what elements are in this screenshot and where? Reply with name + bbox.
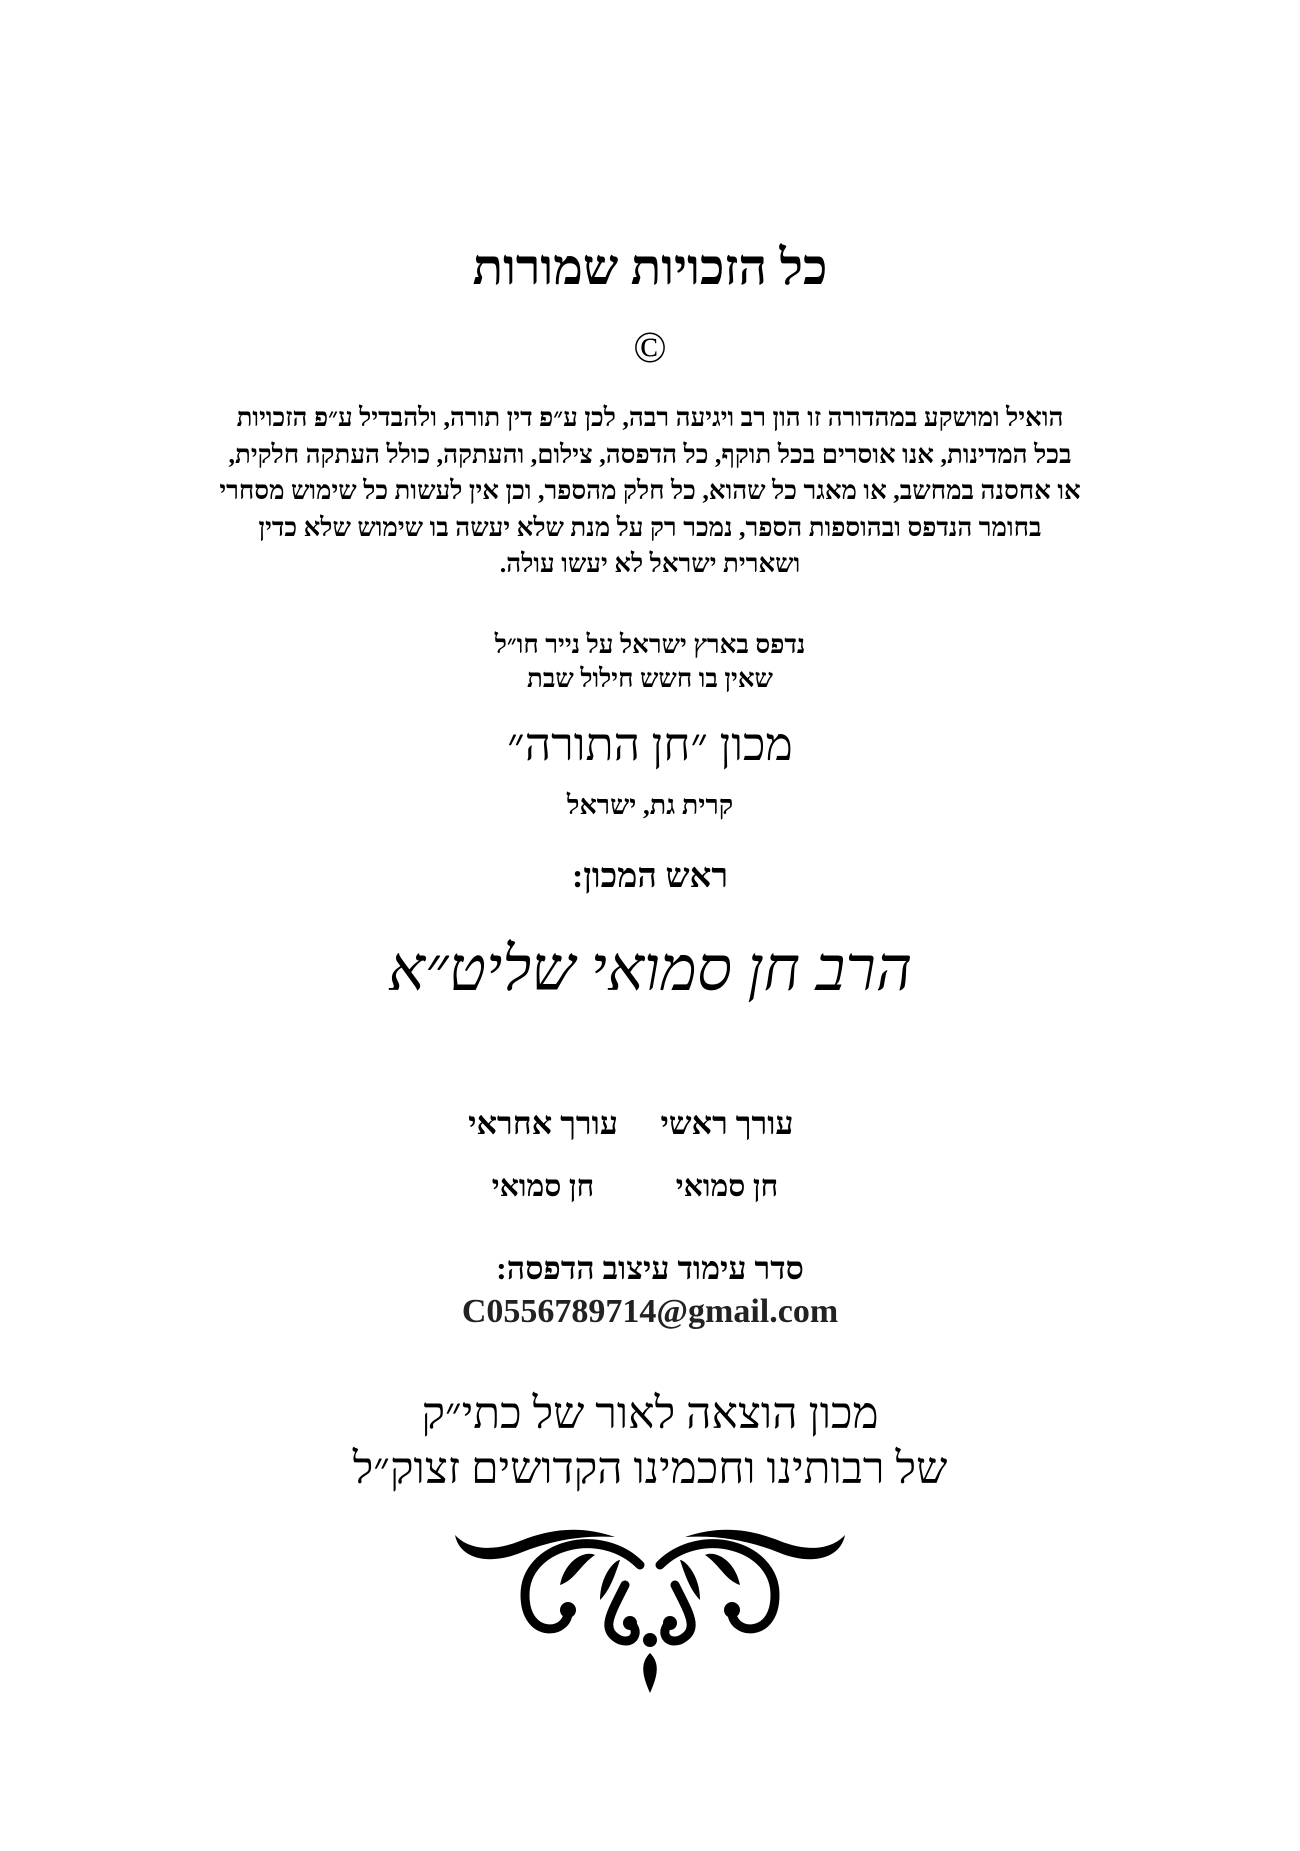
editor-role-chief: עורך ראשי bbox=[660, 1105, 794, 1141]
publisher-line-1: מכון הוצאה לאור של כתי״ק bbox=[421, 1389, 879, 1438]
shabbat-note: שאין בו חשש חילול שבת bbox=[527, 664, 773, 693]
notice-line: או אחסנה במחשב, או מאגר כל שהוא, כל חלק מהספר, וכן אין לעשות כל שימוש מסחרי bbox=[219, 476, 1081, 505]
contact-email: C0556789714@gmail.com bbox=[461, 1293, 839, 1330]
institute-name: מכון ״חן התורה״ bbox=[507, 719, 793, 770]
copyright-symbol: © bbox=[633, 323, 667, 372]
page-title: כל הזכויות שמורות bbox=[472, 239, 828, 295]
editor-name-responsible: חן סמואי bbox=[491, 1170, 595, 1203]
copyright-notice bbox=[0, 400, 1300, 583]
publisher-line-2: של רבותינו וחכמינו הקדושים זצוק״ל bbox=[352, 1444, 948, 1493]
typesetting-label: סדר עימוד עיצוב הדפסה: bbox=[496, 1250, 804, 1286]
editor-name-chief: חן סמואי bbox=[675, 1170, 779, 1203]
notice-line: ושארית ישראל לא יעשו עולה. bbox=[499, 549, 801, 578]
notice-line: הואיל ומושקע במהדורה זו הון רב ויגיעה רבה, לכן ע״פ דין תורה, ולהבדיל ע״פ הזכויות bbox=[236, 403, 1064, 432]
editor-role-responsible: עורך אחראי bbox=[468, 1105, 618, 1141]
institute-city: קרית גת, ישראל bbox=[566, 790, 734, 820]
notice-line: בחומר הנדפס ובהוספות הספר, נמכר רק על מנת שלא יעשה בו שימוש שלא כדין bbox=[258, 512, 1042, 542]
head-label: ראש המכון: bbox=[571, 858, 729, 895]
notice-line: בכל המדינות, אנו אוסרים בכל תוקף, כל הדפסה, צילום, והעתקה, כולל העתקה חלקית, bbox=[228, 439, 1072, 469]
printed-in-line: נדפס בארץ ישראל על נייר חו״ל bbox=[494, 630, 806, 659]
head-name: הרב חן סמואי שליט״א bbox=[387, 936, 913, 1004]
ornament-flourish-icon bbox=[450, 1515, 850, 1695]
